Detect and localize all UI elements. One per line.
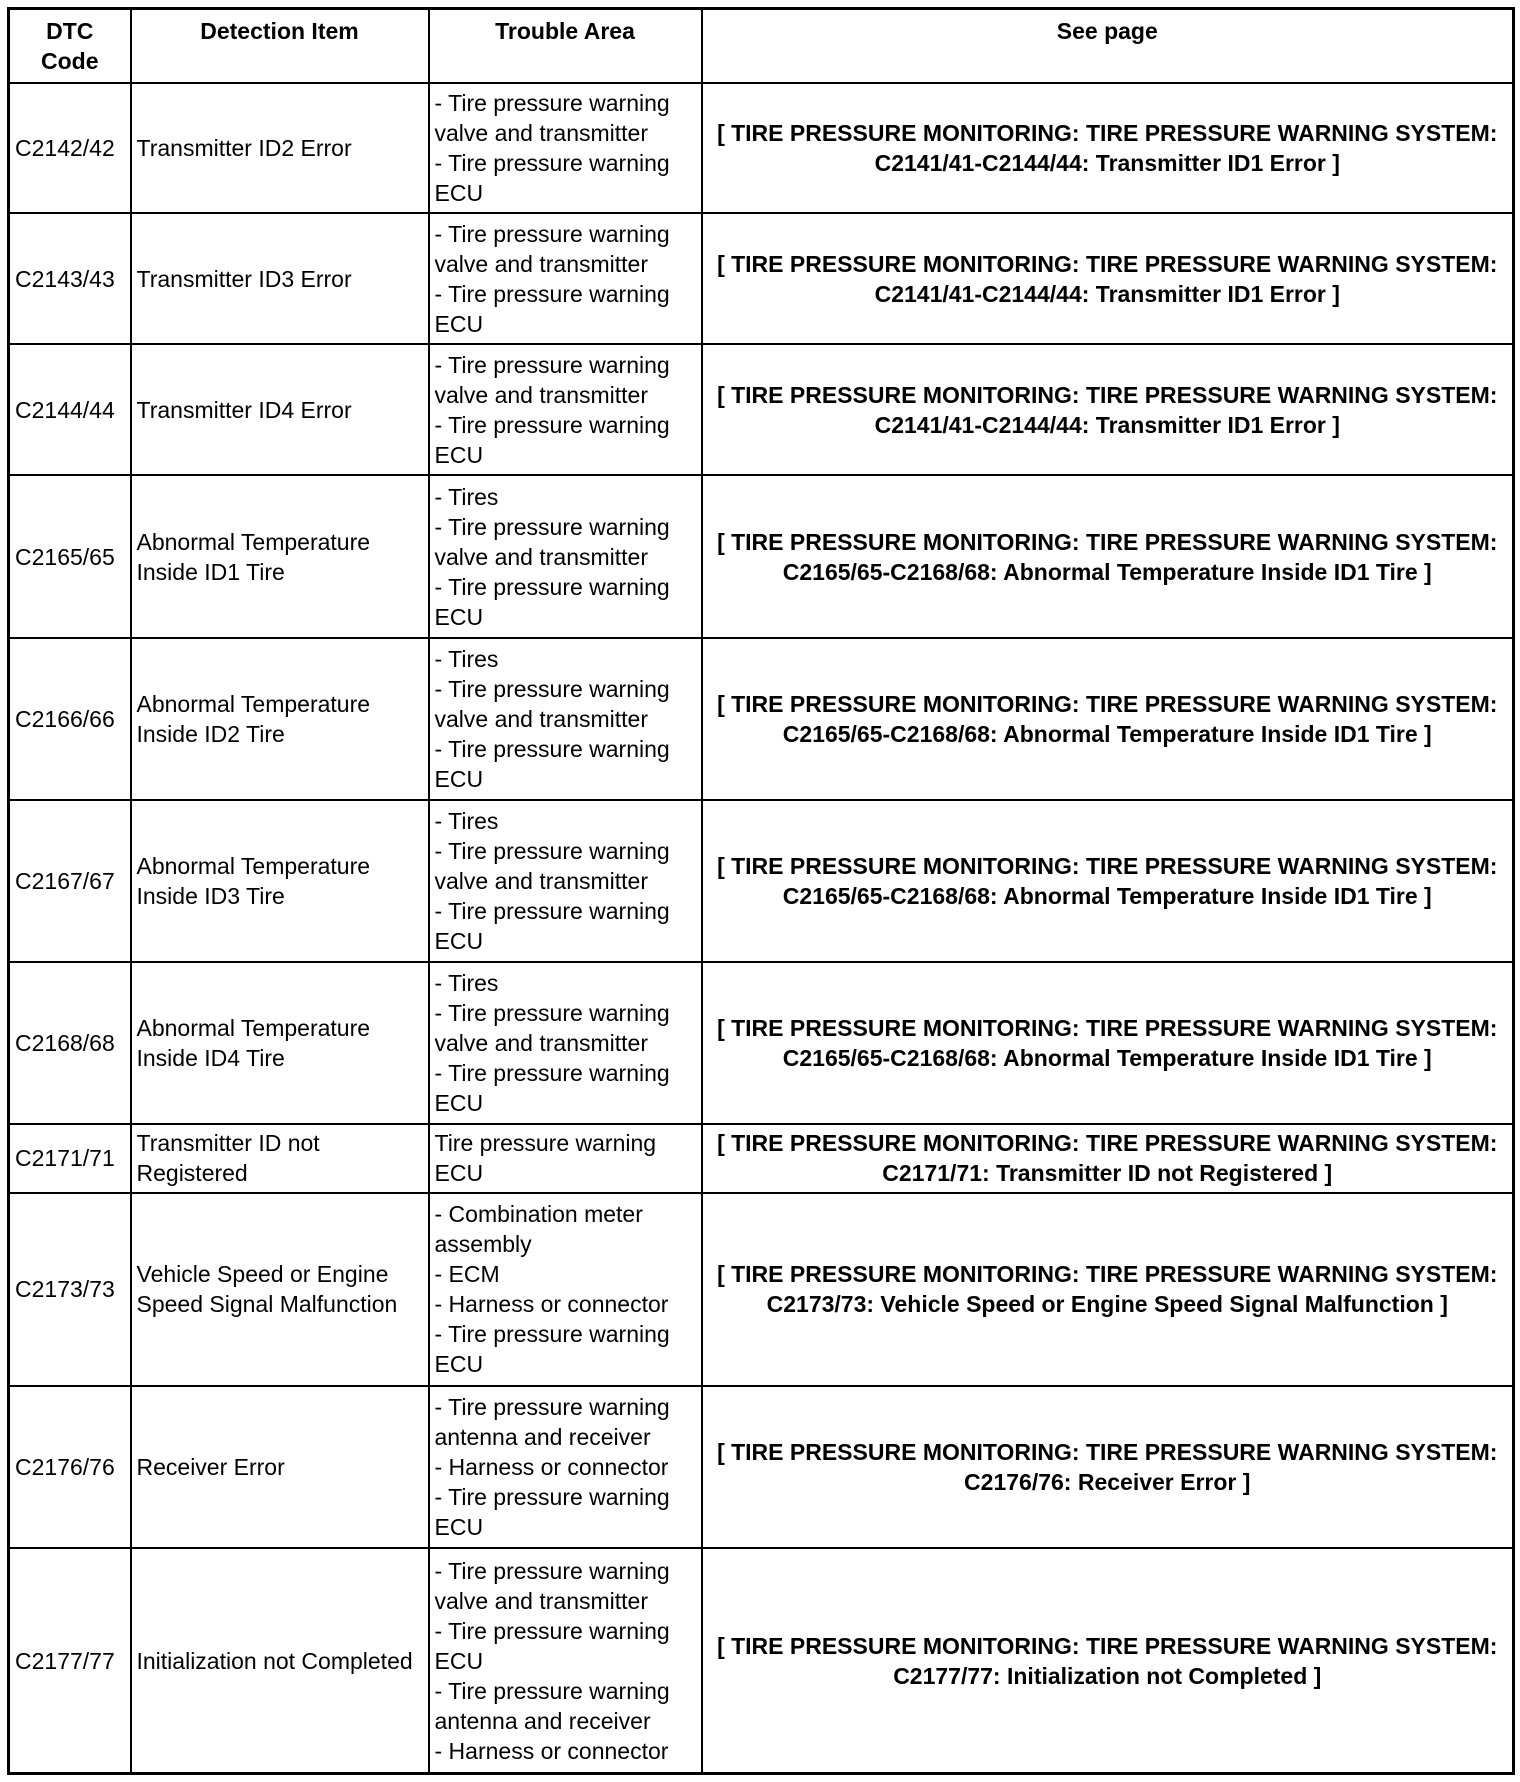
table-row bbox=[9, 638, 1514, 800]
header-detection-item: Detection Item bbox=[131, 9, 429, 83]
dtc-code-cell: C2165/65 bbox=[9, 475, 131, 637]
table-body bbox=[9, 83, 1514, 1774]
detection-item-cell: Transmitter ID4 Error bbox=[131, 344, 429, 475]
trouble-area-line: - Tire pressure warning valve and transmitter bbox=[434, 220, 670, 277]
trouble-area-cell bbox=[429, 800, 702, 962]
trouble-area-cell bbox=[429, 1124, 702, 1193]
header-see-page: See page bbox=[702, 9, 1514, 83]
trouble-area-cell bbox=[429, 344, 702, 475]
trouble-area-line: - Tire pressure warning ECU bbox=[434, 1617, 670, 1674]
trouble-area-line: - Tire pressure warning valve and transmitter bbox=[434, 837, 670, 894]
table-row bbox=[9, 800, 1514, 962]
detection-item-cell: Initialization not Completed bbox=[131, 1548, 429, 1773]
see-page-link[interactable]: [ TIRE PRESSURE MONITORING: TIRE PRESSURE WARNING SYSTEM: C2165/65-C2168/68: Abnormal Temperature Inside ID1 Tire ] bbox=[702, 638, 1514, 800]
trouble-area-line: - Tire pressure warning valve and transmitter bbox=[434, 513, 670, 570]
trouble-area-line: - Tires bbox=[434, 807, 499, 834]
see-page-link[interactable]: [ TIRE PRESSURE MONITORING: TIRE PRESSURE WARNING SYSTEM: C2165/65-C2168/68: Abnormal Temperature Inside ID1 Tire ] bbox=[702, 962, 1514, 1124]
trouble-area-line: - Tire pressure warning valve and transmitter bbox=[434, 675, 670, 732]
trouble-area-line: - Tire pressure warning valve and transmitter bbox=[434, 1557, 670, 1614]
trouble-area-cell bbox=[429, 1548, 702, 1773]
trouble-area-line: - Tires bbox=[434, 645, 499, 672]
dtc-table bbox=[7, 7, 1515, 1775]
dtc-code-cell: C2142/42 bbox=[9, 83, 131, 214]
trouble-area-line: - Combination meter assembly bbox=[434, 1201, 643, 1258]
dtc-code-cell: C2143/43 bbox=[9, 213, 131, 344]
trouble-area-line: - Tire pressure warning ECU bbox=[434, 573, 670, 630]
trouble-area-line: - Tire pressure warning antenna and receiver bbox=[434, 1677, 670, 1734]
table-row bbox=[9, 475, 1514, 637]
table-row bbox=[9, 1386, 1514, 1548]
detection-item-cell: Vehicle Speed or Engine Speed Signal Malfunction bbox=[131, 1193, 429, 1386]
trouble-area-cell bbox=[429, 962, 702, 1124]
see-page-link[interactable]: [ TIRE PRESSURE MONITORING: TIRE PRESSURE WARNING SYSTEM: C2141/41-C2144/44: Transmitter ID1 Error ] bbox=[702, 83, 1514, 214]
detection-item-cell: Receiver Error bbox=[131, 1386, 429, 1548]
detection-item-cell: Transmitter ID2 Error bbox=[131, 83, 429, 214]
trouble-area-line: - Tire pressure warning antenna and receiver bbox=[434, 1394, 670, 1451]
dtc-code-cell: C2168/68 bbox=[9, 962, 131, 1124]
see-page-link[interactable]: [ TIRE PRESSURE MONITORING: TIRE PRESSURE WARNING SYSTEM: C2165/65-C2168/68: Abnormal Temperature Inside ID1 Tire ] bbox=[702, 475, 1514, 637]
see-page-link[interactable]: [ TIRE PRESSURE MONITORING: TIRE PRESSURE WARNING SYSTEM: C2141/41-C2144/44: Transmitter ID1 Error ] bbox=[702, 213, 1514, 344]
dtc-code-cell: C2176/76 bbox=[9, 1386, 131, 1548]
detection-item-cell: Abnormal Temperature Inside ID4 Tire bbox=[131, 962, 429, 1124]
trouble-area-line: - Tire pressure warning ECU bbox=[434, 735, 670, 792]
trouble-area-line: - Tire pressure warning valve and transmitter bbox=[434, 89, 670, 146]
dtc-code-cell: C2167/67 bbox=[9, 800, 131, 962]
trouble-area-line: - Tire pressure warning ECU bbox=[434, 897, 670, 954]
see-page-link[interactable]: [ TIRE PRESSURE MONITORING: TIRE PRESSURE WARNING SYSTEM: C2177/77: Initialization not Completed ] bbox=[702, 1548, 1514, 1773]
trouble-area-line: - Harness or connector bbox=[434, 1454, 669, 1481]
see-page-link[interactable]: [ TIRE PRESSURE MONITORING: TIRE PRESSURE WARNING SYSTEM: C2165/65-C2168/68: Abnormal Temperature Inside ID1 Tire ] bbox=[702, 800, 1514, 962]
trouble-area-line: - Tire pressure warning ECU bbox=[434, 411, 670, 468]
trouble-area-cell bbox=[429, 213, 702, 344]
trouble-area-cell bbox=[429, 638, 702, 800]
dtc-code-cell: C2177/77 bbox=[9, 1548, 131, 1773]
table-row bbox=[9, 1124, 1514, 1193]
see-page-link[interactable]: [ TIRE PRESSURE MONITORING: TIRE PRESSURE WARNING SYSTEM: C2141/41-C2144/44: Transmitter ID1 Error ] bbox=[702, 344, 1514, 475]
dtc-code-cell: C2166/66 bbox=[9, 638, 131, 800]
trouble-area-cell bbox=[429, 1386, 702, 1548]
dtc-code-cell: C2144/44 bbox=[9, 344, 131, 475]
see-page-link[interactable]: [ TIRE PRESSURE MONITORING: TIRE PRESSURE WARNING SYSTEM: C2176/76: Receiver Error ] bbox=[702, 1386, 1514, 1548]
header-row bbox=[9, 9, 1514, 83]
detection-item-cell: Abnormal Temperature Inside ID1 Tire bbox=[131, 475, 429, 637]
trouble-area-line: - Harness or connector bbox=[434, 1291, 669, 1318]
trouble-area-cell bbox=[429, 1193, 702, 1386]
header-dtc-code: DTC Code bbox=[9, 9, 131, 83]
table-row bbox=[9, 1548, 1514, 1773]
trouble-area-line: - ECM bbox=[434, 1261, 500, 1288]
dtc-code-cell: C2171/71 bbox=[9, 1124, 131, 1193]
detection-item-cell: Transmitter ID3 Error bbox=[131, 213, 429, 344]
trouble-area-line: - Tire pressure warning valve and transmitter bbox=[434, 1000, 670, 1057]
trouble-area-line: Tire pressure warning ECU bbox=[434, 1130, 657, 1187]
table-row bbox=[9, 962, 1514, 1124]
trouble-area-line: - Tire pressure warning ECU bbox=[434, 1060, 670, 1117]
table-row bbox=[9, 1193, 1514, 1386]
trouble-area-line: - Tire pressure warning ECU bbox=[434, 280, 670, 337]
table-row bbox=[9, 344, 1514, 475]
table-row bbox=[9, 83, 1514, 214]
trouble-area-line: - Tire pressure warning ECU bbox=[434, 149, 670, 206]
trouble-area-line: - Tires bbox=[434, 970, 499, 997]
trouble-area-cell bbox=[429, 475, 702, 637]
detection-item-cell: Transmitter ID not Registered bbox=[131, 1124, 429, 1193]
trouble-area-cell bbox=[429, 83, 702, 214]
header-trouble-area: Trouble Area bbox=[429, 9, 702, 83]
detection-item-cell: Abnormal Temperature Inside ID3 Tire bbox=[131, 800, 429, 962]
trouble-area-line: - Tires bbox=[434, 483, 499, 510]
trouble-area-line: - Harness or connector bbox=[434, 1737, 669, 1764]
trouble-area-line: - Tire pressure warning ECU bbox=[434, 1321, 670, 1378]
trouble-area-line: - Tire pressure warning valve and transmitter bbox=[434, 351, 670, 408]
see-page-link[interactable]: [ TIRE PRESSURE MONITORING: TIRE PRESSURE WARNING SYSTEM: C2171/71: Transmitter ID not Registered ] bbox=[702, 1124, 1514, 1193]
table-row bbox=[9, 213, 1514, 344]
detection-item-cell: Abnormal Temperature Inside ID2 Tire bbox=[131, 638, 429, 800]
see-page-link[interactable]: [ TIRE PRESSURE MONITORING: TIRE PRESSURE WARNING SYSTEM: C2173/73: Vehicle Speed or Engine Speed Signal Malfunction ] bbox=[702, 1193, 1514, 1386]
trouble-area-line: - Tire pressure warning ECU bbox=[434, 1484, 670, 1541]
dtc-code-cell: C2173/73 bbox=[9, 1193, 131, 1386]
